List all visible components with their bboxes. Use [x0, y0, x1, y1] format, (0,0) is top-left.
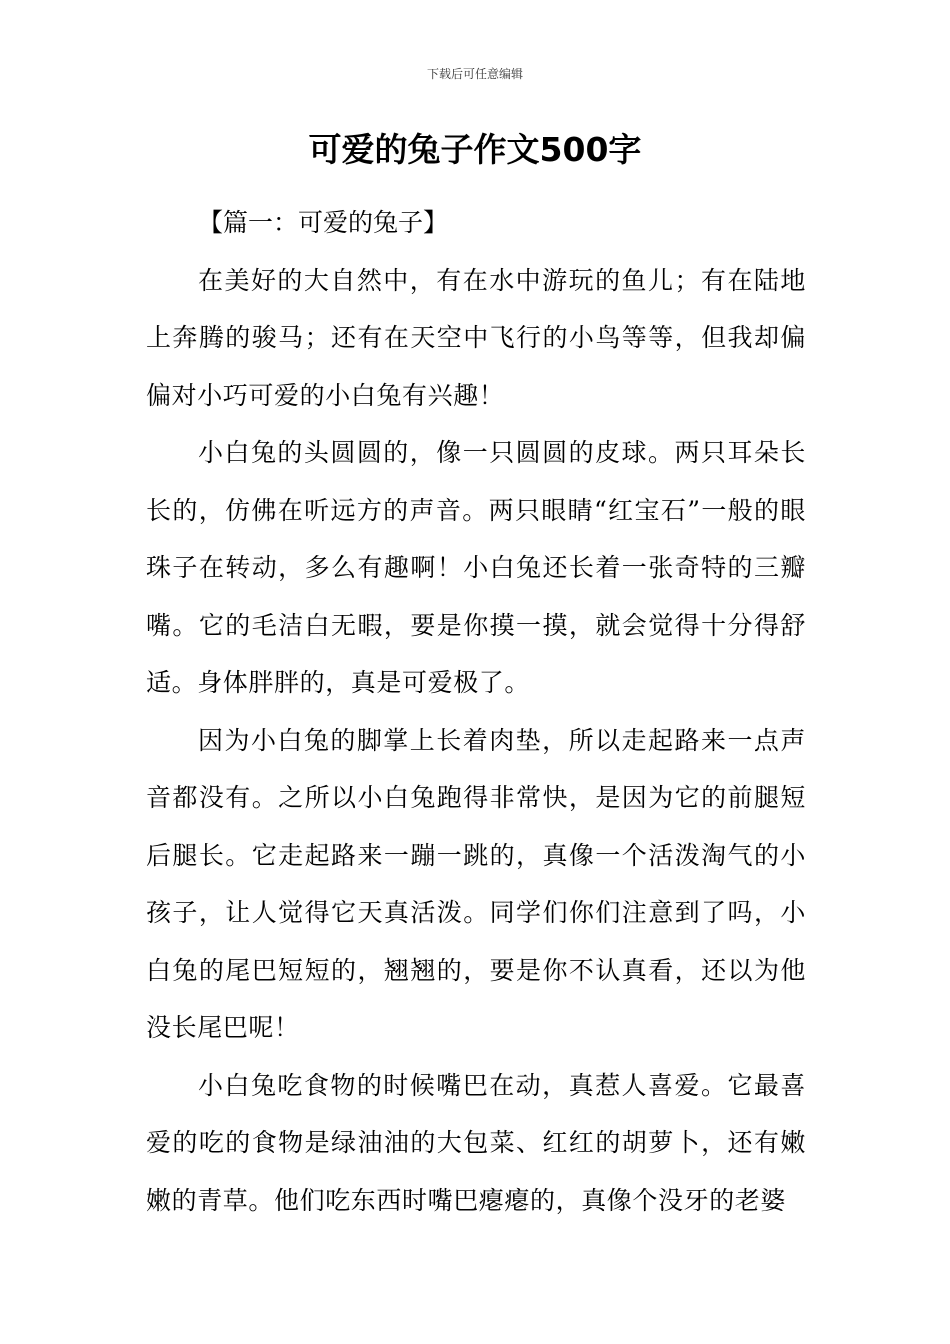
paragraph-4: 小白兔吃食物的时候嘴巴在动，真惹人喜爱。它最喜爱的吃的食物是绿油油的大包菜、红红的胡萝卜，还有嫩嫩的青草。他们吃东西时嘴巴瘪瘪的，真像个没牙的老婆: [146, 1070, 806, 1215]
section-heading: 【篇一：可爱的兔子】: [198, 208, 449, 237]
paragraph-2: 小白兔的头圆圆的，像一只圆圆的皮球。两只耳朵长长的，仿佛在听远方的声音。两只眼睛“红宝石”一般的眼珠子在转动，多么有趣啊！小白兔还长着一张奇特的三瓣嘴。它的毛洁白无暇，要是你摸一摸，就会觉得十分得舒适。身体胖胖的，真是可爱极了。: [146, 438, 806, 697]
header-note: 下载后可任意编辑: [426, 67, 523, 81]
paragraph-3: 因为小白兔的脚掌上长着肉垫，所以走起路来一点声音都没有。之所以小白兔跑得非常快，是因为它的前腿短后腿长。它走起路来一蹦一跳的，真像一个活泼淘气的小孩子，让人觉得它天真活泼。同学们你们注意到了吗，小白兔的尾巴短短的，翘翘的，要是你不认真看，还以为他没长尾巴呢！: [146, 725, 806, 1042]
document-title: 可爱的兔子作文500字: [308, 130, 642, 169]
paragraph-1: 在美好的大自然中，有在水中游玩的鱼儿；有在陆地上奔腾的骏马；还有在天空中飞行的小鸟等等，但我却偏偏对小巧可爱的小白兔有兴趣！: [146, 265, 806, 410]
document-body: [146, 194, 806, 1229]
